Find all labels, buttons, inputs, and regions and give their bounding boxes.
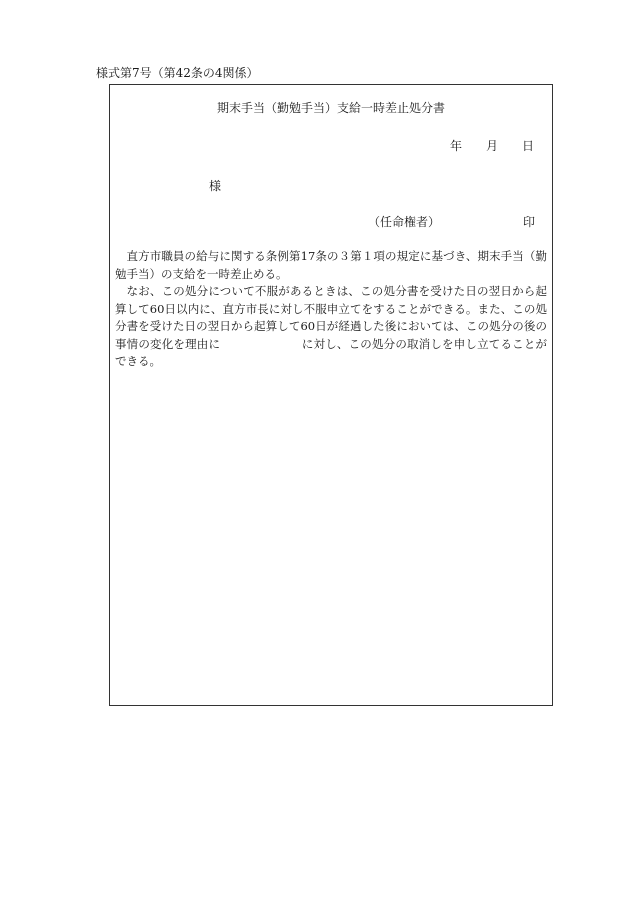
body-paragraph-2: なお、この処分について不服があるときは、この処分書を受けた日の翌日から起算して60日以内に、直方市長に対し不服申立てをすることができる。また、この処分書を受けた日の翌日から起算して60日が経過した後においては、この処分の後の事情の変化を理由に に対し、この処分の取消しを申し立てることができる。 [115,284,547,368]
document-frame [109,84,553,706]
date-day-label: 日 [521,139,534,153]
date-year-label: 年 [449,139,462,153]
form-number-label: 様式第7号（第42条の4関係） [96,66,259,80]
document-title: 期末手当（勤勉手当）支給一時差止処分書 [216,101,445,115]
date-line [450,137,534,155]
addressee-honorific: 様 [209,179,222,193]
date-month-label: 月 [485,139,498,153]
document-body [115,248,547,371]
appointing-authority-label: （任命権者） [368,215,441,229]
seal-mark: 印 [522,215,535,229]
body-paragraph-1: 直方市職員の給与に関する条例第17条の３第１項の規定に基づき、期末手当（勤勉手当）の支給を一時差止める。 [115,249,547,281]
